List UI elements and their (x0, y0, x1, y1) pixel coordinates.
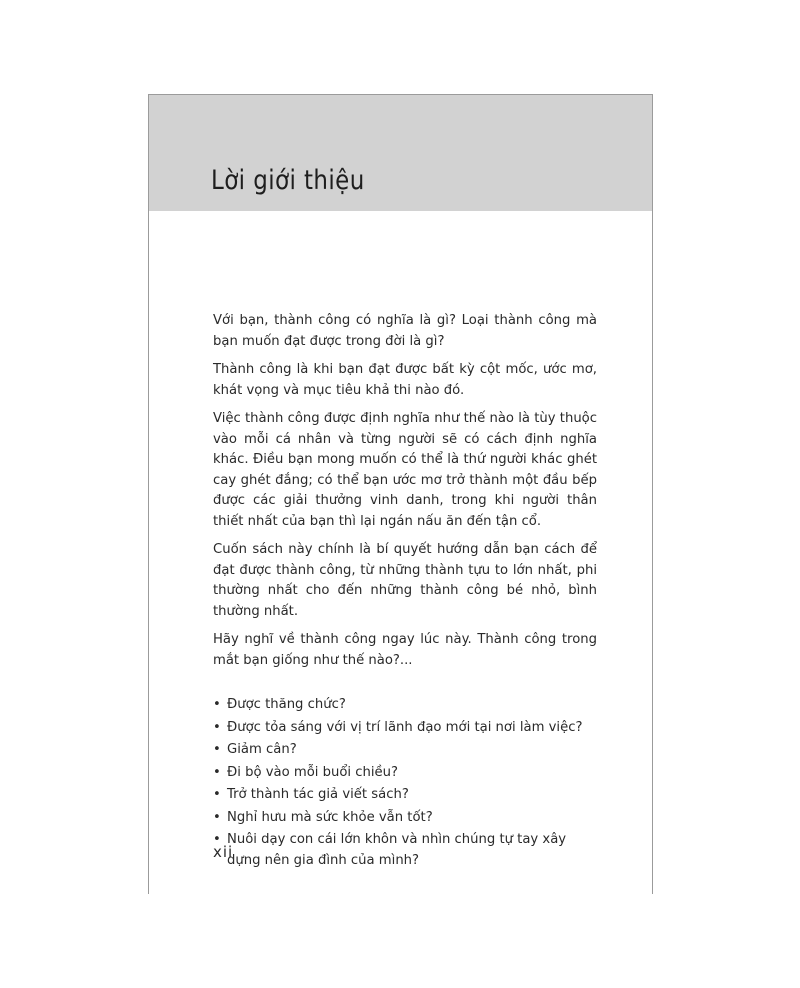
bullet-icon: • (213, 742, 221, 757)
bullet-icon: • (213, 809, 221, 825)
paragraph: Với bạn, thành công có nghĩa là gì? Loại thành công mà bạn muốn đạt được trong đời là gì? (213, 313, 597, 349)
list-item-text: Nghỉ hưu mà sức khỏe vẫn tốt? (227, 809, 433, 825)
body-text (213, 311, 597, 873)
list-item-text: Giảm cân? (227, 742, 297, 757)
list-item-text: Nuôi dạy con cái lớn khôn và nhìn chúng tự tay xây dựng nên gia đình của mình? (227, 832, 567, 868)
list-item (213, 830, 597, 871)
list-item-text: Đi bộ vào mỗi buổi chiều? (227, 764, 399, 780)
list-item (213, 740, 597, 761)
bullet-icon: • (213, 764, 221, 780)
bullet-icon: • (213, 832, 221, 847)
list-item (213, 785, 597, 806)
page-number: xii (213, 843, 234, 861)
list-item (213, 808, 597, 829)
paragraph: Việc thành công được định nghĩa như thế nào là tùy thuộc vào mỗi cá nhân và từng người sẽ có cách định nghĩa khác. Điều bạn mong muốn có thể là thứ người khác ghét cay ghét đắng; có thể bạn ước mơ trở thành một đầu bếp được các giải thưởng vinh danh, trong khi người thân thiết nhất của bạn thì lại ngán nấu ăn đến tận cổ. (213, 411, 597, 529)
paragraph: Hãy nghĩ về thành công ngay lúc này. Thành công trong mắt bạn giống như thế nào?... (213, 632, 597, 668)
list-item (213, 695, 597, 716)
list-item (213, 718, 597, 739)
book-page (148, 94, 653, 894)
bullet-icon: • (213, 719, 221, 735)
list-item-text: Trở thành tác giả viết sách? (227, 787, 409, 802)
list-item-text: Được tỏa sáng với vị trí lãnh đạo mới tại nơi làm việc? (227, 719, 583, 735)
list-item (213, 763, 597, 784)
list-item-text: Được thăng chức? (227, 697, 346, 712)
bullet-list (213, 695, 597, 871)
paragraph: Thành công là khi bạn đạt được bất kỳ cột mốc, ước mơ, khát vọng và mục tiêu khả thi nào đó. (213, 362, 597, 398)
chapter-title: Lời giới thiệu (211, 165, 365, 196)
bullet-icon: • (213, 787, 221, 802)
bullet-icon: • (213, 697, 221, 712)
paragraph: Cuốn sách này chính là bí quyết hướng dẫn bạn cách để đạt được thành công, từ những thành tựu to lớn nhất, phi thường nhất cho đến những thành công bé nhỏ, bình thường nhất. (213, 542, 597, 619)
chapter-header-band (149, 95, 652, 211)
